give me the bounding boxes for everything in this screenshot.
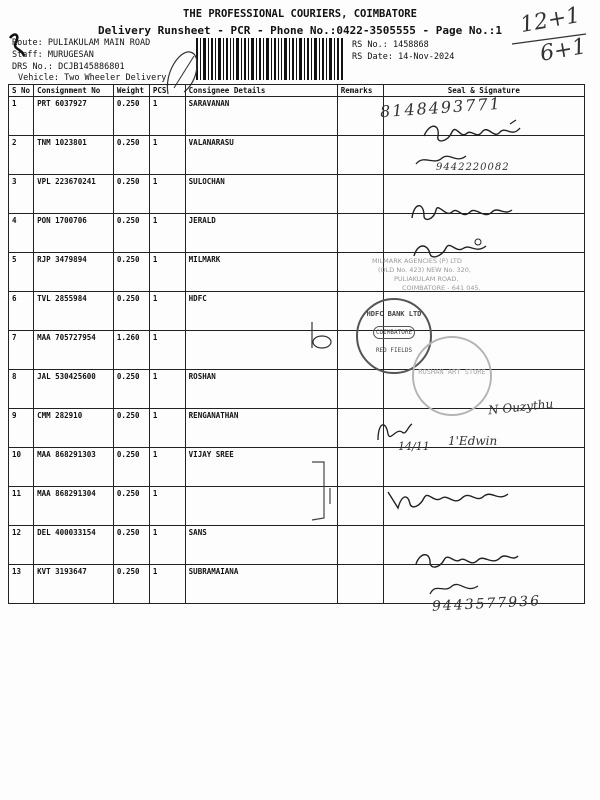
cell-remarks (337, 97, 383, 136)
hdfc-stamp-branch: RED FIELDS (375, 347, 413, 354)
runsheet-subtitle: Delivery Runsheet - PCR - Phone No.:0422-3505555 - Page No.:1 (98, 24, 502, 37)
signature-row-2 (420, 118, 530, 148)
cell-pcs: 1 (149, 448, 185, 487)
cell-sno: 7 (9, 331, 34, 370)
cell-remarks (337, 175, 383, 214)
cell-consignee: RENGANATHAN (185, 409, 337, 448)
cell-pcs: 1 (149, 292, 185, 331)
handwritten-phone-1: 8148493771 (379, 93, 503, 122)
cell-sno: 12 (9, 526, 34, 565)
table-row (9, 448, 585, 487)
cell-weight: 0.250 (113, 448, 149, 487)
cell-consignee: JERALD (185, 214, 337, 253)
cell-weight: 0.250 (113, 136, 149, 175)
handwritten-note-9b: 14/11 (398, 440, 430, 453)
cell-consignment: MAA 705727954 (34, 331, 114, 370)
cell-signature (383, 448, 584, 487)
cell-consignee: SANS (185, 526, 337, 565)
cell-sno: 11 (9, 487, 34, 526)
cell-consignee: SUBRAMAIANA (185, 565, 337, 604)
rs-date-value: 14-Nov-2024 (398, 52, 455, 62)
cell-weight: 0.250 (113, 292, 149, 331)
cell-weight: 0.250 (113, 175, 149, 214)
roshan-stamp-text: ROSHAN ART STORE (418, 368, 486, 376)
cell-weight: 0.250 (113, 409, 149, 448)
col-sno-header: S No (9, 85, 34, 97)
rs-date-line (352, 52, 454, 62)
col-pcs-header: PCS (149, 85, 185, 97)
cell-pcs: 1 (149, 370, 185, 409)
cell-remarks (337, 214, 383, 253)
staff-value: MURUGESAN (47, 50, 94, 60)
handwritten-phone-3: 9443577936 (431, 593, 542, 615)
cell-consignee: SARAVANAN (185, 97, 337, 136)
cell-consignment: DEL 400033154 (34, 526, 114, 565)
cell-weight: 0.250 (113, 487, 149, 526)
cell-consignment: KVT 3193647 (34, 565, 114, 604)
rs-no-line (352, 40, 429, 50)
cell-pcs: 1 (149, 526, 185, 565)
signature-row-3 (408, 198, 518, 226)
roshan-stamp (412, 336, 492, 416)
bracket-rows-10-11 (304, 458, 338, 528)
cell-consignment: TVL 2855984 (34, 292, 114, 331)
col-remarks-header: Remarks (337, 85, 383, 97)
cell-consignment: RJP 3479894 (34, 253, 114, 292)
cell-sno: 8 (9, 370, 34, 409)
signature-row-10 (384, 484, 514, 516)
drs-label: DRS No.: (12, 62, 53, 72)
cell-pcs: 1 (149, 565, 185, 604)
cell-remarks (337, 136, 383, 175)
cell-remarks (337, 565, 383, 604)
cell-remarks (337, 448, 383, 487)
cell-pcs: 1 (149, 175, 185, 214)
cell-weight: 0.250 (113, 370, 149, 409)
cell-pcs: 1 (149, 97, 185, 136)
handwritten-phone-2: 9442220082 (436, 162, 510, 173)
barcode (196, 38, 344, 82)
table-row (9, 292, 585, 331)
milmark-stamp (372, 257, 481, 293)
route-line (12, 38, 150, 48)
cell-consignee: ROSHAN (185, 370, 337, 409)
milmark-stamp-line-1: MILMARK AGENCIES (P) LTD (372, 257, 462, 265)
table-row (9, 331, 585, 370)
cell-sno: 1 (9, 97, 34, 136)
cell-remarks (337, 487, 383, 526)
cell-pcs: 1 (149, 409, 185, 448)
cell-remarks (337, 526, 383, 565)
cell-sno: 13 (9, 565, 34, 604)
cell-consignment: CMM 282910 (34, 409, 114, 448)
col-consignee-header: Consignee Details (185, 85, 337, 97)
cell-consignee: VIJAY SREE (185, 448, 337, 487)
cell-remarks (337, 370, 383, 409)
col-weight-header: Weight (113, 85, 149, 97)
cell-weight: 0.250 (113, 97, 149, 136)
cell-consignment: VPL 223670241 (34, 175, 114, 214)
drs-line (12, 62, 125, 72)
col-signature-header: Seal & Signature (383, 85, 584, 97)
cell-sno: 5 (9, 253, 34, 292)
cell-weight: 0.250 (113, 565, 149, 604)
cell-consignment: TNM 1023801 (34, 136, 114, 175)
cell-weight: 0.250 (113, 253, 149, 292)
hdfc-stamp-city: COIMBATORE (373, 326, 415, 339)
vehicle-value: Two Wheeler Delivery (64, 73, 167, 83)
cell-sno: 6 (9, 292, 34, 331)
cell-consignment: JAL 530425600 (34, 370, 114, 409)
staff-label: Staff: (12, 50, 43, 60)
route-label: Route: (12, 38, 43, 48)
cell-consignee: HDFC (185, 292, 337, 331)
cell-sno: 4 (9, 214, 34, 253)
milmark-stamp-line-4: COIMBATORE - 641 045. (402, 284, 481, 292)
cell-consignment: PON 1700706 (34, 214, 114, 253)
cell-weight: 0.250 (113, 526, 149, 565)
hdfc-stamp-name: HDFC BANK LTD (366, 310, 422, 318)
cell-sno: 3 (9, 175, 34, 214)
cell-weight: 1.260 (113, 331, 149, 370)
cell-pcs: 1 (149, 214, 185, 253)
handwritten-note-9a: N Ouzythu (487, 396, 554, 418)
cell-consignee: SULOCHAN (185, 175, 337, 214)
signature-row-12 (412, 546, 522, 576)
milmark-stamp-line-3: PULIAKULAM ROAD, (394, 275, 459, 283)
table-row (9, 253, 585, 292)
cell-pcs: 1 (149, 487, 185, 526)
col-consignment-header: Consignment No (34, 85, 114, 97)
cell-consignment: PRT 6037927 (34, 97, 114, 136)
vehicle-label: Vehicle: (18, 73, 59, 83)
handwritten-corner-top: 12+1 (518, 2, 583, 39)
cell-sno: 2 (9, 136, 34, 175)
cell-pcs: 1 (149, 331, 185, 370)
cell-consignment: MAA 868291303 (34, 448, 114, 487)
mark-row-7 (306, 318, 336, 352)
signature-row-9 (374, 416, 414, 446)
cell-sno: 10 (9, 448, 34, 487)
cell-consignment: MAA 868291304 (34, 487, 114, 526)
company-title: THE PROFESSIONAL COURIERS, COIMBATORE (183, 8, 417, 20)
handwritten-note-9c: 1'Edwin (448, 434, 498, 448)
rs-date-label: RS Date: (352, 52, 393, 62)
rs-no-label: RS No.: (352, 40, 388, 50)
handwritten-corner-bottom: 6+1 (538, 34, 589, 67)
cell-pcs: 1 (149, 136, 185, 175)
milmark-stamp-line-2: (OLD No. 423) NEW No. 320, (378, 266, 472, 274)
cell-consignee: VALANARASU (185, 136, 337, 175)
vehicle-line (18, 73, 166, 83)
cell-consignee: MILMARK (185, 253, 337, 292)
route-value: PULIAKULAM MAIN ROAD (47, 38, 151, 48)
cell-weight: 0.250 (113, 214, 149, 253)
rs-no-value: 1458868 (392, 40, 429, 50)
cell-sno: 9 (9, 409, 34, 448)
pen-scribble (6, 30, 30, 60)
cell-pcs: 1 (149, 253, 185, 292)
drs-value: DCJB145886801 (58, 62, 125, 72)
corner-underline (510, 32, 590, 46)
